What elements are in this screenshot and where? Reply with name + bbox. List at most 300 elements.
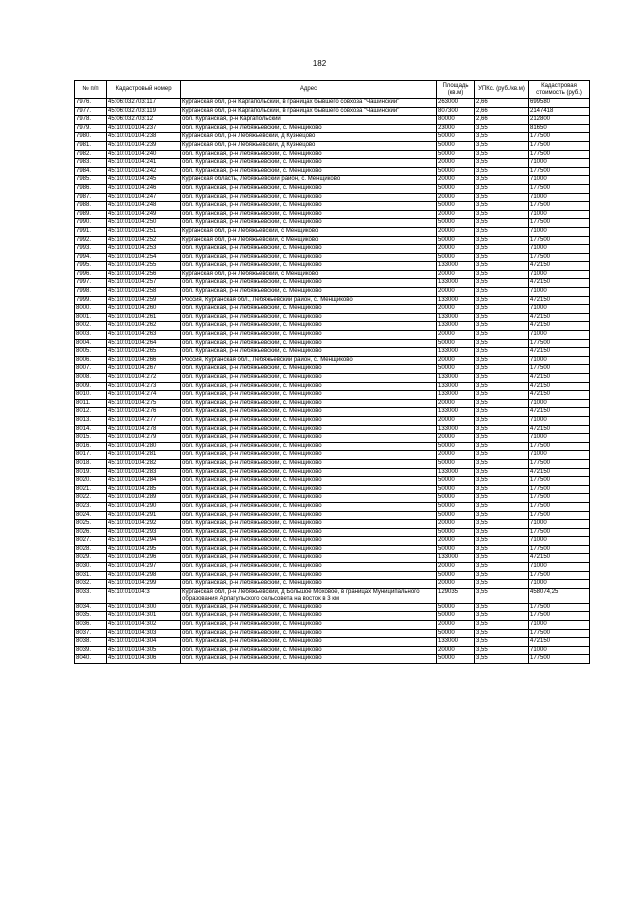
area-cell: 20000	[437, 399, 475, 408]
row-number-cell: 7997.	[75, 279, 107, 288]
upks-cell: 3,55	[475, 391, 529, 400]
cadastral-number-cell: 45:10:010104:246	[107, 184, 181, 193]
cadastral-number-cell: 45:10:010104:297	[107, 563, 181, 572]
table-row	[75, 167, 590, 176]
cadastral-value-cell: 177500	[529, 655, 590, 664]
address-cell: обл. Курганская, р-н Лебяжьевский, с. Менщиково	[181, 563, 437, 572]
row-number-cell: 8002.	[75, 322, 107, 331]
page-number: 182	[312, 59, 327, 68]
cadastral-value-cell: 472150	[529, 425, 590, 434]
cadastral-number-cell: 45:10:010104:248	[107, 202, 181, 211]
address-cell: обл. Курганская, р-н Лебяжьевский, с. Менщиково	[181, 528, 437, 537]
cadastral-number-cell: 45:10:010104:285	[107, 485, 181, 494]
cadastral-value-cell: 71000	[529, 288, 590, 297]
upks-cell: 3,55	[475, 339, 529, 348]
upks-cell: 3,55	[475, 554, 529, 563]
upks-cell: 3,55	[475, 236, 529, 245]
upks-cell: 3,55	[475, 288, 529, 297]
row-number-cell: 8015.	[75, 434, 107, 443]
area-cell: 50000	[437, 202, 475, 211]
cadastral-value-cell: 177500	[529, 571, 590, 580]
table-row	[75, 331, 590, 340]
address-cell: обл. Курганская, р-н Лебяжьевский, с. Менщиково	[181, 451, 437, 460]
cadastral-number-cell: 45:10:010104:277	[107, 416, 181, 425]
cadastral-value-cell: 71000	[529, 520, 590, 529]
cadastral-number-cell: 45:10:010104:259	[107, 296, 181, 305]
cadastral-number-cell: 45:10:010104:245	[107, 176, 181, 185]
area-cell: 50000	[437, 184, 475, 193]
area-cell: 50000	[437, 629, 475, 638]
address-cell: Курганская область, Лебяжьевский район, с. Менщиково	[181, 176, 437, 185]
row-number-cell: 7978.	[75, 116, 107, 125]
upks-cell: 3,55	[475, 477, 529, 486]
cadastral-value-cell: 177500	[529, 219, 590, 228]
table-row	[75, 253, 590, 262]
address-cell: Курганская обл, р-н Лебяжьевский, д Большое Моховое, в границах Муниципального образования Арлагульского сельсовета на восток в 3 км	[181, 588, 437, 603]
area-cell: 50000	[437, 494, 475, 503]
upks-cell: 3,55	[475, 603, 529, 612]
area-cell: 133000	[437, 391, 475, 400]
cadastral-value-cell: 71000	[529, 159, 590, 168]
row-number-cell: 8007.	[75, 365, 107, 374]
upks-cell: 3,55	[475, 408, 529, 417]
cadastral-number-cell: 45:10:010104:265	[107, 348, 181, 357]
row-number-cell: 8029.	[75, 554, 107, 563]
cadastral-value-cell: 71000	[529, 451, 590, 460]
area-cell: 263000	[437, 99, 475, 108]
address-cell: обл. Курганская, р-н Каргапольский	[181, 116, 437, 125]
row-number-cell: 8037.	[75, 629, 107, 638]
address-cell: Россия, Курганская обл., Лебяжьевский район, с. Менщиково	[181, 296, 437, 305]
row-number-cell: 7998.	[75, 288, 107, 297]
area-cell: 129035	[437, 588, 475, 603]
cadastral-number-cell: 45:10:010104:254	[107, 253, 181, 262]
cadastral-value-cell: 472150	[529, 374, 590, 383]
area-cell: 20000	[437, 227, 475, 236]
cadastral-value-cell: 177500	[529, 603, 590, 612]
cadastral-value-cell: 177500	[529, 442, 590, 451]
area-cell: 50000	[437, 133, 475, 142]
row-number-cell: 8030.	[75, 563, 107, 572]
cadastral-number-cell: 45:10:010104:267	[107, 365, 181, 374]
cadastral-number-cell: 45:10:010104:295	[107, 545, 181, 554]
cadastral-number-cell: 45:10:010104:251	[107, 227, 181, 236]
table-row	[75, 288, 590, 297]
address-cell: обл. Курганская, р-н Лебяжьевский, с. Менщиково	[181, 502, 437, 511]
row-number-cell: 8014.	[75, 425, 107, 434]
address-cell: обл. Курганская, р-н Лебяжьевский, с. Менщиково	[181, 511, 437, 520]
row-number-cell: 7991.	[75, 227, 107, 236]
address-cell: обл. Курганская, р-н Лебяжьевский, с. Менщиково	[181, 646, 437, 655]
address-cell: обл. Курганская, р-н Лебяжьевский, с. Менщиково	[181, 391, 437, 400]
cadastral-number-cell: 45:10:010104:299	[107, 580, 181, 589]
area-cell: 20000	[437, 210, 475, 219]
address-cell: обл. Курганская, р-н Лебяжьевский, с. Менщиково	[181, 184, 437, 193]
address-cell: обл. Курганская, р-н Лебяжьевский, с. Менщиково	[181, 603, 437, 612]
row-number-cell: 8004.	[75, 339, 107, 348]
upks-cell: 3,55	[475, 184, 529, 193]
table-row	[75, 107, 590, 116]
row-number-cell: 8003.	[75, 331, 107, 340]
area-cell: 20000	[437, 416, 475, 425]
upks-cell: 3,55	[475, 262, 529, 271]
row-number-cell: 8040.	[75, 655, 107, 664]
row-number-cell: 8038.	[75, 638, 107, 647]
upks-cell: 3,55	[475, 313, 529, 322]
area-cell: 133000	[437, 425, 475, 434]
area-cell: 50000	[437, 442, 475, 451]
address-cell: Курганская обл, р-н Лебяжьевский, д Кузнецово	[181, 133, 437, 142]
address-cell: обл. Курганская, р-н Лебяжьевский, с. Менщиково	[181, 124, 437, 133]
cadastral-number-cell: 45:10:010104:266	[107, 356, 181, 365]
upks-cell: 3,55	[475, 425, 529, 434]
cadastral-value-cell: 71000	[529, 399, 590, 408]
cadastral-value-cell: 81650	[529, 124, 590, 133]
cadastral-value-cell: 71000	[529, 537, 590, 546]
table-row	[75, 612, 590, 621]
cadastral-number-cell: 45:10:010104:274	[107, 391, 181, 400]
row-number-cell: 8021.	[75, 485, 107, 494]
header-address: Адрес	[181, 81, 437, 99]
area-cell: 50000	[437, 365, 475, 374]
upks-cell: 3,55	[475, 468, 529, 477]
cadastral-value-cell: 71000	[529, 646, 590, 655]
area-cell: 133000	[437, 262, 475, 271]
address-cell: Курганская обл, р-н Каргапольский, в границах бывшего совхоза "Чашинский"	[181, 107, 437, 116]
cadastral-number-cell: 45:10:010104:247	[107, 193, 181, 202]
cadastral-value-cell: 177500	[529, 629, 590, 638]
upks-cell: 3,55	[475, 416, 529, 425]
upks-cell: 3,55	[475, 638, 529, 647]
cadastral-value-cell: 71000	[529, 621, 590, 630]
area-cell: 133000	[437, 554, 475, 563]
cadastral-number-cell: 45:10:010104:292	[107, 520, 181, 529]
table-row	[75, 520, 590, 529]
table-row	[75, 193, 590, 202]
cadastral-value-cell: 177500	[529, 141, 590, 150]
row-number-cell: 7987.	[75, 193, 107, 202]
upks-cell: 3,55	[475, 331, 529, 340]
row-number-cell: 8020.	[75, 477, 107, 486]
cadastral-number-cell: 45:10:010104:304	[107, 638, 181, 647]
table-row	[75, 245, 590, 254]
address-cell: обл. Курганская, р-н Лебяжьевский, с. Менщиково	[181, 425, 437, 434]
area-cell: 20000	[437, 245, 475, 254]
row-number-cell: 7982.	[75, 150, 107, 159]
cadastral-number-cell: 45:10:010104:291	[107, 511, 181, 520]
cadastral-value-cell: 472150	[529, 279, 590, 288]
cadastral-value-cell: 177500	[529, 133, 590, 142]
upks-cell: 3,55	[475, 159, 529, 168]
row-number-cell: 7979.	[75, 124, 107, 133]
row-number-cell: 7990.	[75, 219, 107, 228]
address-cell: обл. Курганская, р-н Лебяжьевский, с. Менщиково	[181, 159, 437, 168]
upks-cell: 3,55	[475, 253, 529, 262]
address-cell: обл. Курганская, р-н Лебяжьевский, с. Менщиково	[181, 202, 437, 211]
table-row	[75, 603, 590, 612]
address-cell: обл. Курганская, р-н Лебяжьевский, с. Менщиково	[181, 322, 437, 331]
upks-cell: 3,55	[475, 348, 529, 357]
cadastral-value-cell: 472150	[529, 382, 590, 391]
cadastral-number-cell: 45:10:010104:257	[107, 279, 181, 288]
upks-cell: 3,55	[475, 270, 529, 279]
area-cell: 50000	[437, 236, 475, 245]
address-cell: обл. Курганская, р-н Лебяжьевский, с. Менщиково	[181, 313, 437, 322]
table-row	[75, 339, 590, 348]
cadastral-number-cell: 45:10:010104:305	[107, 646, 181, 655]
area-cell: 20000	[437, 288, 475, 297]
cadastral-value-cell: 212800	[529, 116, 590, 125]
area-cell: 20000	[437, 646, 475, 655]
upks-cell: 3,55	[475, 612, 529, 621]
address-cell: обл. Курганская, р-н Лебяжьевский, с. Менщиково	[181, 365, 437, 374]
area-cell: 20000	[437, 520, 475, 529]
area-cell: 50000	[437, 528, 475, 537]
cadastral-number-cell: 45:10:010104:294	[107, 537, 181, 546]
cadastral-value-cell: 71000	[529, 580, 590, 589]
upks-cell: 3,55	[475, 451, 529, 460]
table-row	[75, 374, 590, 383]
area-cell: 133000	[437, 279, 475, 288]
area-cell: 133000	[437, 408, 475, 417]
table-row	[75, 588, 590, 603]
upks-cell: 3,55	[475, 365, 529, 374]
upks-cell: 3,55	[475, 305, 529, 314]
area-cell: 20000	[437, 270, 475, 279]
address-cell: обл. Курганская, р-н Лебяжьевский, с. Менщиково	[181, 442, 437, 451]
table-row	[75, 322, 590, 331]
cadastral-value-cell: 177500	[529, 485, 590, 494]
table-row	[75, 365, 590, 374]
cadastral-number-cell: 45:10:010104:239	[107, 141, 181, 150]
table-row	[75, 210, 590, 219]
cadastral-value-cell: 177500	[529, 167, 590, 176]
address-cell: обл. Курганская, р-н Лебяжьевский, с. Менщиково	[181, 477, 437, 486]
area-cell: 133000	[437, 468, 475, 477]
address-cell: обл. Курганская, р-н Лебяжьевский, с. Менщиково	[181, 305, 437, 314]
address-cell: обл. Курганская, р-н Лебяжьевский, с. Менщиково	[181, 150, 437, 159]
address-cell: обл. Курганская, р-н Лебяжьевский, с. Менщиково	[181, 374, 437, 383]
cadastral-number-cell: 45:10:010104:256	[107, 270, 181, 279]
upks-cell: 3,55	[475, 434, 529, 443]
cadastral-value-cell: 472150	[529, 468, 590, 477]
cadastral-value-cell: 71000	[529, 210, 590, 219]
cadastral-number-cell: 45:10:010104:260	[107, 305, 181, 314]
area-cell: 133000	[437, 322, 475, 331]
header-cadastral-number: Кадастровый номер	[107, 81, 181, 99]
row-number-cell: 7988.	[75, 202, 107, 211]
area-cell: 50000	[437, 253, 475, 262]
table-row	[75, 528, 590, 537]
area-cell: 50000	[437, 502, 475, 511]
cadastral-number-cell: 45:10:010104:278	[107, 425, 181, 434]
upks-cell: 3,55	[475, 382, 529, 391]
upks-cell: 3,55	[475, 442, 529, 451]
row-number-cell: 7989.	[75, 210, 107, 219]
upks-cell: 3,55	[475, 176, 529, 185]
upks-cell: 2,66	[475, 107, 529, 116]
area-cell: 20000	[437, 434, 475, 443]
address-cell: Курганская обл, р-н Лебяжьевский, с Менщиково	[181, 236, 437, 245]
address-cell: обл. Курганская, р-н Лебяжьевский, с. Менщиково	[181, 537, 437, 546]
cadastral-number-cell: 45:10:010104:289	[107, 494, 181, 503]
row-number-cell: 8009.	[75, 382, 107, 391]
table-row	[75, 150, 590, 159]
table-row	[75, 176, 590, 185]
cadastral-value-cell: 71000	[529, 305, 590, 314]
row-number-cell: 8035.	[75, 612, 107, 621]
address-cell: обл. Курганская, р-н Лебяжьевский, с. Менщиково	[181, 262, 437, 271]
address-cell: обл. Курганская, р-н Лебяжьевский, с. Менщиково	[181, 629, 437, 638]
upks-cell: 3,55	[475, 629, 529, 638]
address-cell: обл. Курганская, р-н Лебяжьевский, с. Менщиково	[181, 210, 437, 219]
table-row	[75, 459, 590, 468]
address-cell: обл. Курганская, р-н Лебяжьевский, с. Менщиково	[181, 348, 437, 357]
cadastral-value-cell: 71000	[529, 193, 590, 202]
table-row	[75, 494, 590, 503]
address-cell: обл. Курганская, р-н Лебяжьевский, с. Менщиково	[181, 545, 437, 554]
row-number-cell: 8018.	[75, 459, 107, 468]
cadastral-number-cell: 45:10:010104:298	[107, 571, 181, 580]
table-row	[75, 99, 590, 108]
area-cell: 20000	[437, 451, 475, 460]
row-number-cell: 8032.	[75, 580, 107, 589]
upks-cell: 3,55	[475, 571, 529, 580]
cadastral-value-cell: 71000	[529, 434, 590, 443]
cadastral-value-cell: 699580	[529, 99, 590, 108]
area-cell: 20000	[437, 537, 475, 546]
upks-cell: 3,55	[475, 279, 529, 288]
area-cell: 23000	[437, 124, 475, 133]
table-row	[75, 485, 590, 494]
table-row	[75, 477, 590, 486]
cadastral-value-cell: 177500	[529, 511, 590, 520]
cadastral-number-cell: 45:10:010104:240	[107, 150, 181, 159]
row-number-cell: 7999.	[75, 296, 107, 305]
address-cell: обл. Курганская, р-н Лебяжьевский, с. Менщиково	[181, 638, 437, 647]
cadastral-value-cell: 472150	[529, 391, 590, 400]
cadastral-number-cell: 45:10:010104:290	[107, 502, 181, 511]
upks-cell: 3,55	[475, 322, 529, 331]
table-row	[75, 382, 590, 391]
row-number-cell: 7992.	[75, 236, 107, 245]
header-number: № п/п	[75, 81, 107, 99]
cadastral-number-cell: 45:06:032703:117	[107, 99, 181, 108]
cadastral-value-cell: 472150	[529, 638, 590, 647]
header-cadastral-value: Кадастровая стоимость (руб.)	[529, 81, 590, 99]
cadastral-value-cell: 472150	[529, 313, 590, 322]
table-row	[75, 442, 590, 451]
area-cell: 50000	[437, 219, 475, 228]
area-cell: 20000	[437, 193, 475, 202]
cadastral-number-cell: 45:10:010104:306	[107, 655, 181, 664]
table-row	[75, 391, 590, 400]
address-cell: обл. Курганская, р-н Лебяжьевский, с. Менщиково	[181, 219, 437, 228]
address-cell: обл. Курганская, р-н Лебяжьевский, с. Менщиково	[181, 485, 437, 494]
table-header-row	[75, 81, 590, 99]
row-number-cell: 8008.	[75, 374, 107, 383]
row-number-cell: 8036.	[75, 621, 107, 630]
cadastral-value-cell: 472150	[529, 322, 590, 331]
upks-cell: 3,55	[475, 485, 529, 494]
table-row	[75, 537, 590, 546]
area-cell: 50000	[437, 459, 475, 468]
area-cell: 50000	[437, 511, 475, 520]
area-cell: 807300	[437, 107, 475, 116]
address-cell: обл. Курганская, р-н Лебяжьевский, с. Менщиково	[181, 554, 437, 563]
upks-cell: 2,66	[475, 99, 529, 108]
cadastral-number-cell: 45:10:010104:301	[107, 612, 181, 621]
cadastral-value-cell: 177500	[529, 477, 590, 486]
cadastral-number-cell: 45:10:010104:250	[107, 219, 181, 228]
cadastral-number-cell: 45:10:010104:276	[107, 408, 181, 417]
area-cell: 20000	[437, 159, 475, 168]
row-number-cell: 8016.	[75, 442, 107, 451]
row-number-cell: 7995.	[75, 262, 107, 271]
cadastral-value-cell: 472150	[529, 554, 590, 563]
cadastral-value-cell: 177500	[529, 184, 590, 193]
table-row	[75, 236, 590, 245]
area-cell: 133000	[437, 296, 475, 305]
address-cell: обл. Курганская, р-н Лебяжьевский, с. Менщиково	[181, 416, 437, 425]
table-row	[75, 202, 590, 211]
table-row	[75, 124, 590, 133]
address-cell: Курганская обл, р-н Лебяжьевский, с Менщиково	[181, 227, 437, 236]
row-number-cell: 7981.	[75, 141, 107, 150]
cadastral-number-cell: 45:10:010104:242	[107, 167, 181, 176]
table-row	[75, 270, 590, 279]
area-cell: 20000	[437, 621, 475, 630]
cadastral-number-cell: 45:10:010104:258	[107, 288, 181, 297]
upks-cell: 3,55	[475, 227, 529, 236]
address-cell: обл. Курганская, р-н Лебяжьевский, с. Менщиково	[181, 612, 437, 621]
address-cell: обл. Курганская, р-н Лебяжьевский, с. Менщиково	[181, 571, 437, 580]
address-cell: обл. Курганская, р-н Лебяжьевский, с. Менщиково	[181, 408, 437, 417]
row-number-cell: 8017.	[75, 451, 107, 460]
area-cell: 50000	[437, 571, 475, 580]
row-number-cell: 8033.	[75, 588, 107, 603]
cadastral-number-cell: 45:10:010104:264	[107, 339, 181, 348]
address-cell: обл. Курганская, р-н Лебяжьевский, с. Менщиково	[181, 279, 437, 288]
row-number-cell: 7994.	[75, 253, 107, 262]
cadastral-number-cell: 45:10:010104:281	[107, 451, 181, 460]
address-cell: обл. Курганская, р-н Лебяжьевский, с. Менщиково	[181, 399, 437, 408]
area-cell: 20000	[437, 331, 475, 340]
upks-cell: 3,55	[475, 150, 529, 159]
table-row	[75, 416, 590, 425]
table-row	[75, 305, 590, 314]
area-cell: 20000	[437, 305, 475, 314]
area-cell: 20000	[437, 580, 475, 589]
table-row	[75, 545, 590, 554]
row-number-cell: 8011.	[75, 399, 107, 408]
table-row	[75, 502, 590, 511]
cadastral-number-cell: 45:10:010104:263	[107, 331, 181, 340]
address-cell: обл. Курганская, р-н Лебяжьевский, с. Менщиково	[181, 459, 437, 468]
row-number-cell: 8031.	[75, 571, 107, 580]
table-row	[75, 571, 590, 580]
upks-cell: 3,55	[475, 563, 529, 572]
cadastral-value-cell: 472150	[529, 348, 590, 357]
upks-cell: 3,55	[475, 356, 529, 365]
cadastral-value-cell: 177500	[529, 150, 590, 159]
table-body	[75, 99, 590, 664]
upks-cell: 3,55	[475, 646, 529, 655]
address-cell: обл. Курганская, р-н Лебяжьевский, с. Менщиково	[181, 580, 437, 589]
upks-cell: 3,55	[475, 245, 529, 254]
cadastral-value-cell: 177500	[529, 528, 590, 537]
upks-cell: 3,55	[475, 459, 529, 468]
